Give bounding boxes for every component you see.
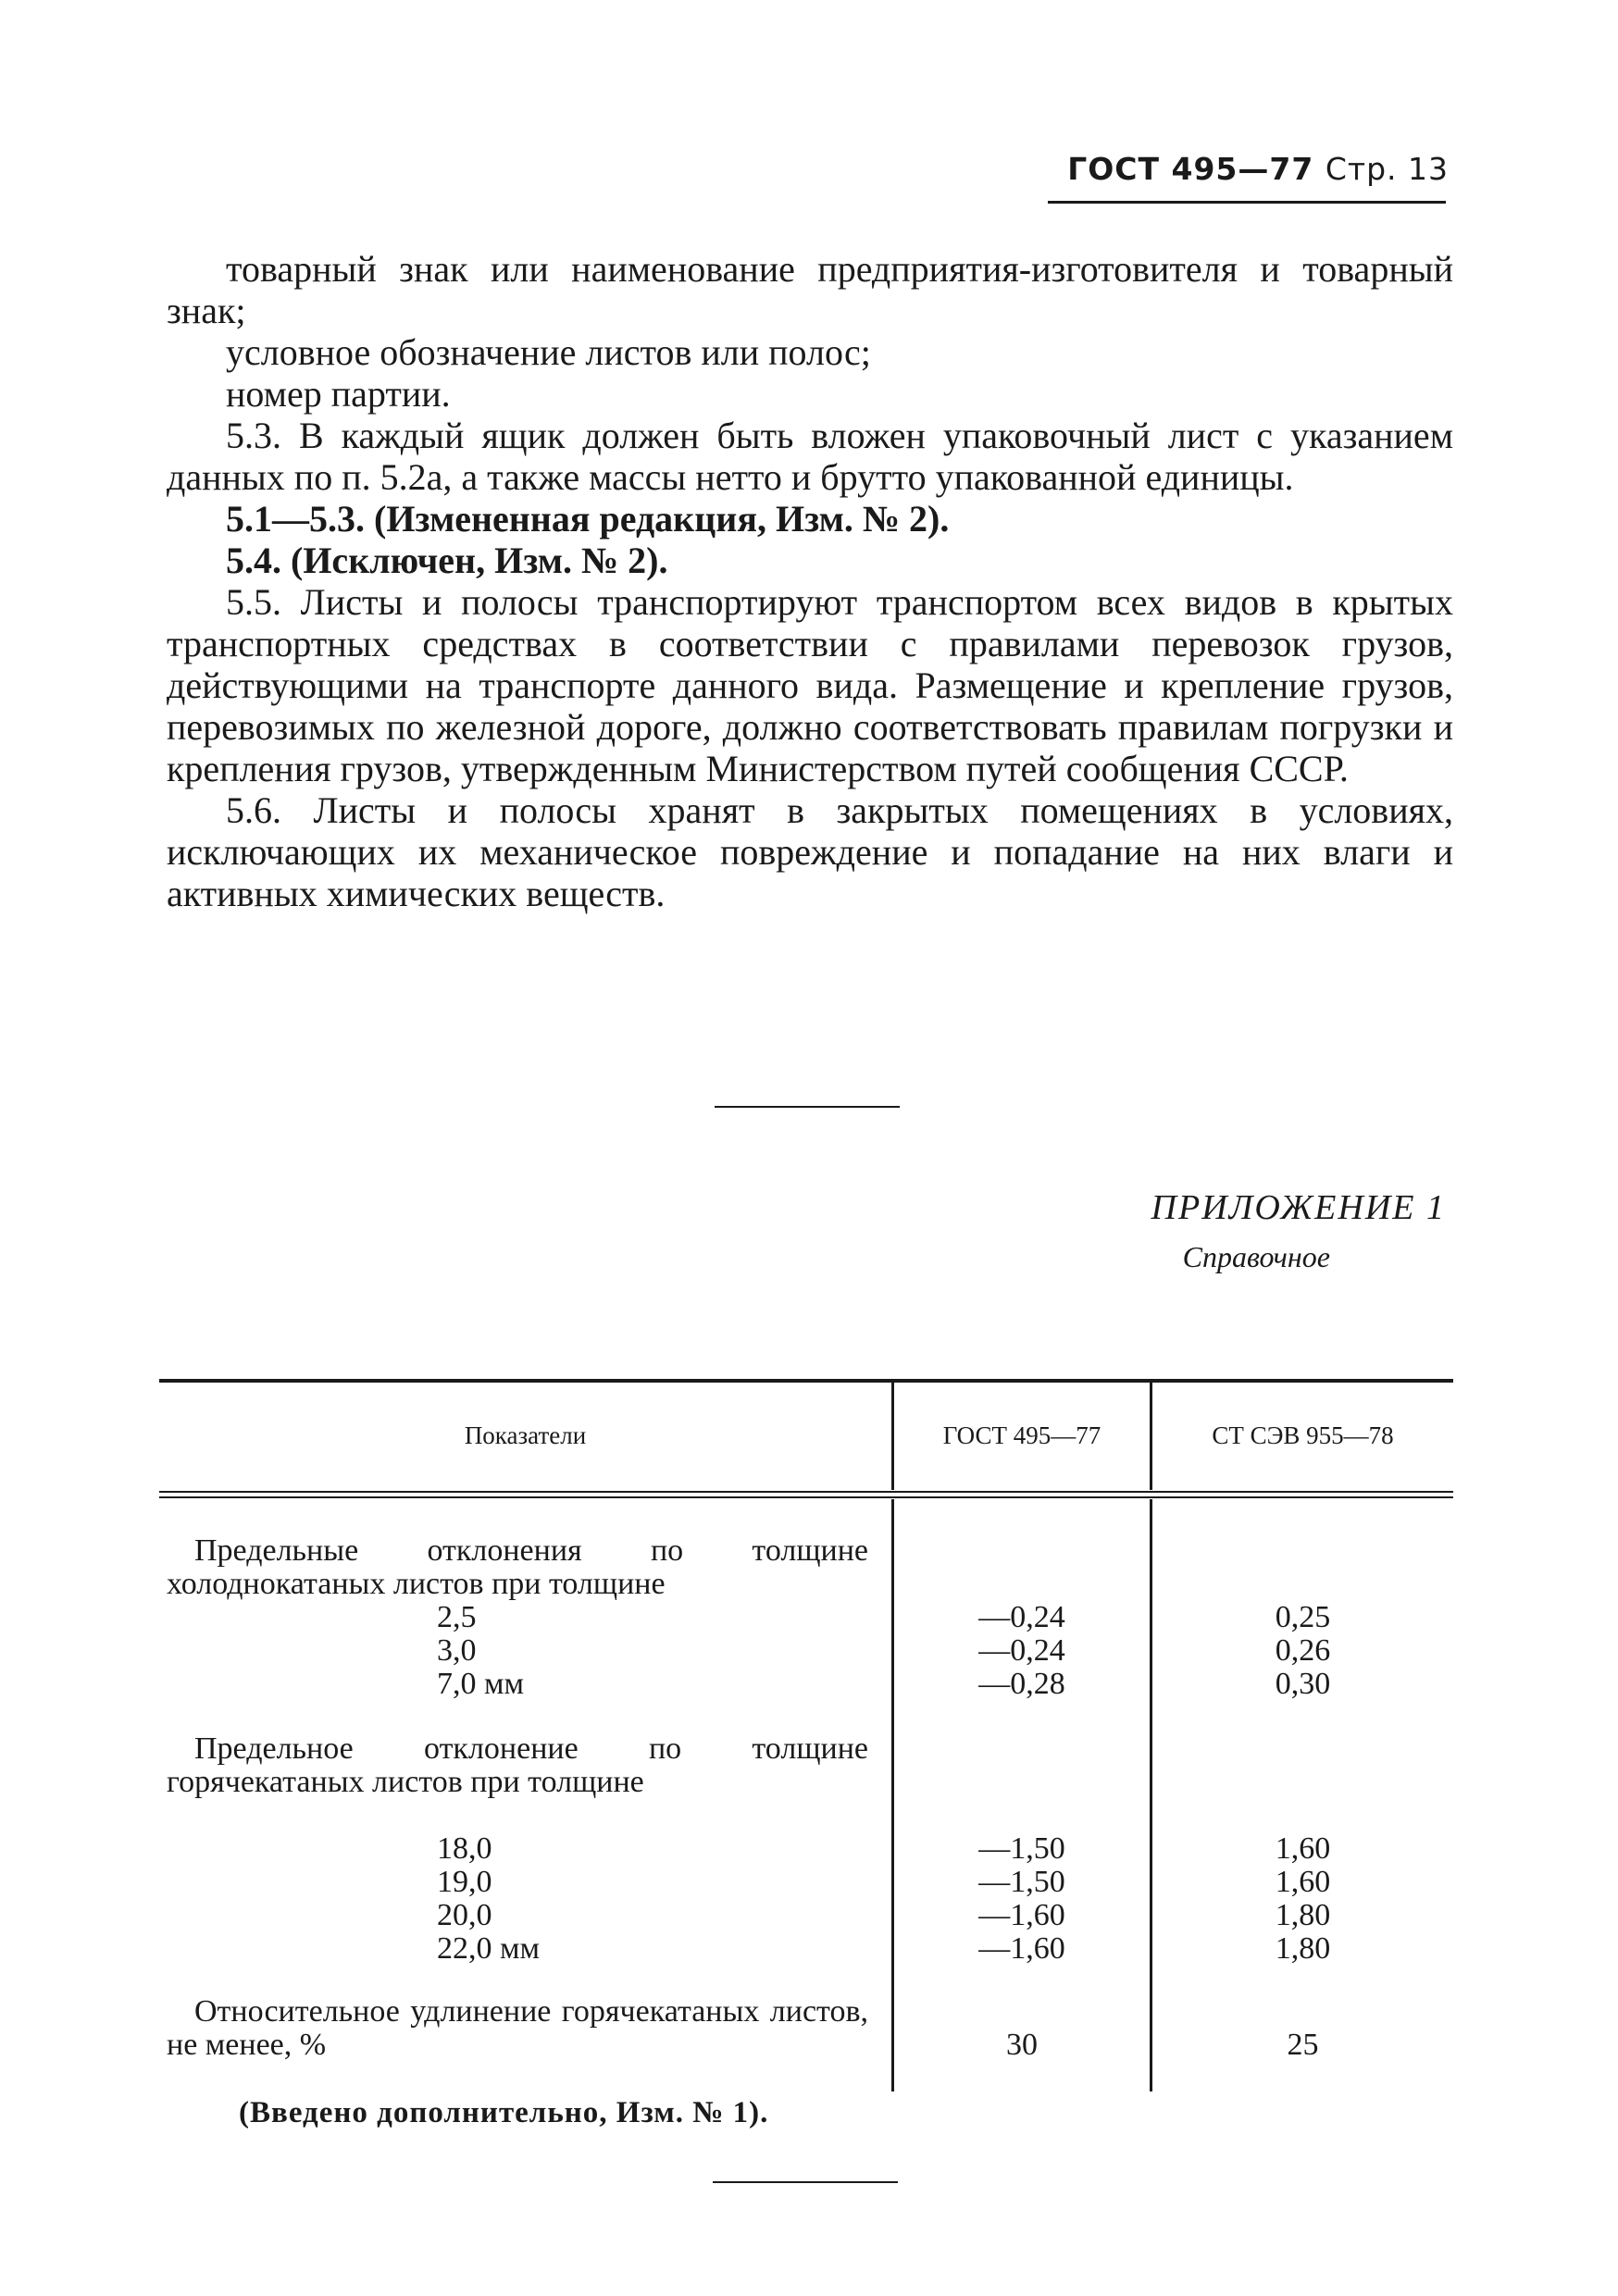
- table-row-label: 20,0: [437, 1898, 492, 1932]
- paragraph-5-4: 5.4. (Исключен, Изм. № 2).: [226, 540, 668, 581]
- header-rule-upper: [159, 1491, 1453, 1493]
- paragraph-5-5: 5.5. Листы и полосы транспортируют транспортом всех видов в крытых транспортных средствах в соответствии с правилами перевозок грузов, действующими на транспорте данного вида. Размещение и крепление грузов, перевозимых по железной дороге, должно соответствовать правилам погрузки и крепления грузов, утвержденным Министерством путей сообщения СССР.: [167, 581, 1453, 789]
- table-row-sev-value: 1,60: [1275, 1831, 1331, 1866]
- table-row-gost-value: 30: [1006, 2028, 1038, 2062]
- page-end-divider: [713, 2181, 898, 2183]
- table-row-sev-value: 1,80: [1275, 1898, 1331, 1932]
- paragraph-5-1-5-3-amendment: 5.1—5.3. (Измененная редакция, Изм. № 2).: [226, 498, 950, 540]
- header-rule-lower: [159, 1496, 1453, 1498]
- appendix-subtitle: Справочное: [1182, 1240, 1330, 1273]
- paragraph-marking-trademark: товарный знак или наименование предприятия-изготовителя и товарный знак;: [167, 248, 1453, 331]
- paragraph-5-6: 5.6. Листы и полосы хранят в закрытых помещениях в условиях, исключающих их механическое повреждение и попадание на них влаги и активных химических веществ.: [167, 789, 1453, 914]
- table-row-label: 7,0 мм: [437, 1667, 525, 1701]
- table-row-gost-value: —1,50: [978, 1865, 1065, 1899]
- page-number: Стр. 13: [1325, 151, 1449, 187]
- table-row-gost-value: —0,28: [978, 1667, 1065, 1701]
- header-indicators: Показатели: [464, 1421, 587, 1449]
- group-cold-rolled-description: Предельные отклонения по толщине холоднокатаных листов при толщине: [167, 1533, 868, 1601]
- body-text: [167, 248, 1453, 914]
- table-row-label: 19,0: [437, 1865, 492, 1899]
- header-gost: ГОСТ 495—77: [942, 1421, 1101, 1449]
- paragraph-5-3: 5.3. В каждый ящик должен быть вложен упаковочный лист с указанием данных по п. 5.2а, а также массы нетто и брутто упакованной единицы.: [167, 415, 1453, 498]
- table-row-gost-value: —0,24: [978, 1600, 1065, 1634]
- paragraph-marking-batch: номер партии.: [226, 373, 451, 415]
- header-rule: [1048, 201, 1446, 204]
- header-st-sev: СТ СЭВ 955—78: [1212, 1421, 1394, 1449]
- amendment-note: (Введено дополнительно, Изм. № 1).: [239, 2096, 769, 2129]
- table-row-label: 2,5: [437, 1600, 477, 1634]
- table-row-sev-value: 1,60: [1275, 1865, 1331, 1899]
- column-divider-2: [1150, 1499, 1152, 2091]
- table-row-gost-value: —0,24: [978, 1633, 1065, 1668]
- group-elongation-description: Относительное удлинение горячекатаных листов, не менее, %: [167, 1994, 868, 2062]
- document-code: ГОСТ 495—77: [1067, 151, 1314, 187]
- section-divider: [715, 1106, 900, 1108]
- table-row-label: 3,0: [437, 1633, 477, 1668]
- table-top-rule: [159, 1379, 1453, 1383]
- table-row-sev-value: 0,25: [1275, 1600, 1331, 1634]
- table-row-sev-value: 0,26: [1275, 1633, 1331, 1668]
- table-row-label: 18,0: [437, 1831, 492, 1866]
- table-row-sev-value: 1,80: [1275, 1931, 1331, 1966]
- table-row-sev-value: 25: [1287, 2028, 1319, 2062]
- column-divider-1: [891, 1499, 894, 2091]
- group-hot-rolled-description: Предельное отклонение по толщине горячекатаных листов при толщине: [167, 1731, 868, 1799]
- table-row-gost-value: —1,60: [978, 1898, 1065, 1932]
- table-row-gost-value: —1,50: [978, 1831, 1065, 1866]
- paragraph-marking-designation: условное обозначение листов или полос;: [226, 331, 871, 373]
- appendix-title: ПРИЛОЖЕНИЕ 1: [1151, 1188, 1446, 1227]
- running-header: [1067, 151, 1449, 187]
- table-row-gost-value: —1,60: [978, 1931, 1065, 1966]
- comparison-table: [159, 1379, 1453, 2091]
- table-row-sev-value: 0,30: [1275, 1667, 1331, 1701]
- table-row-label: 22,0 мм: [437, 1931, 541, 1966]
